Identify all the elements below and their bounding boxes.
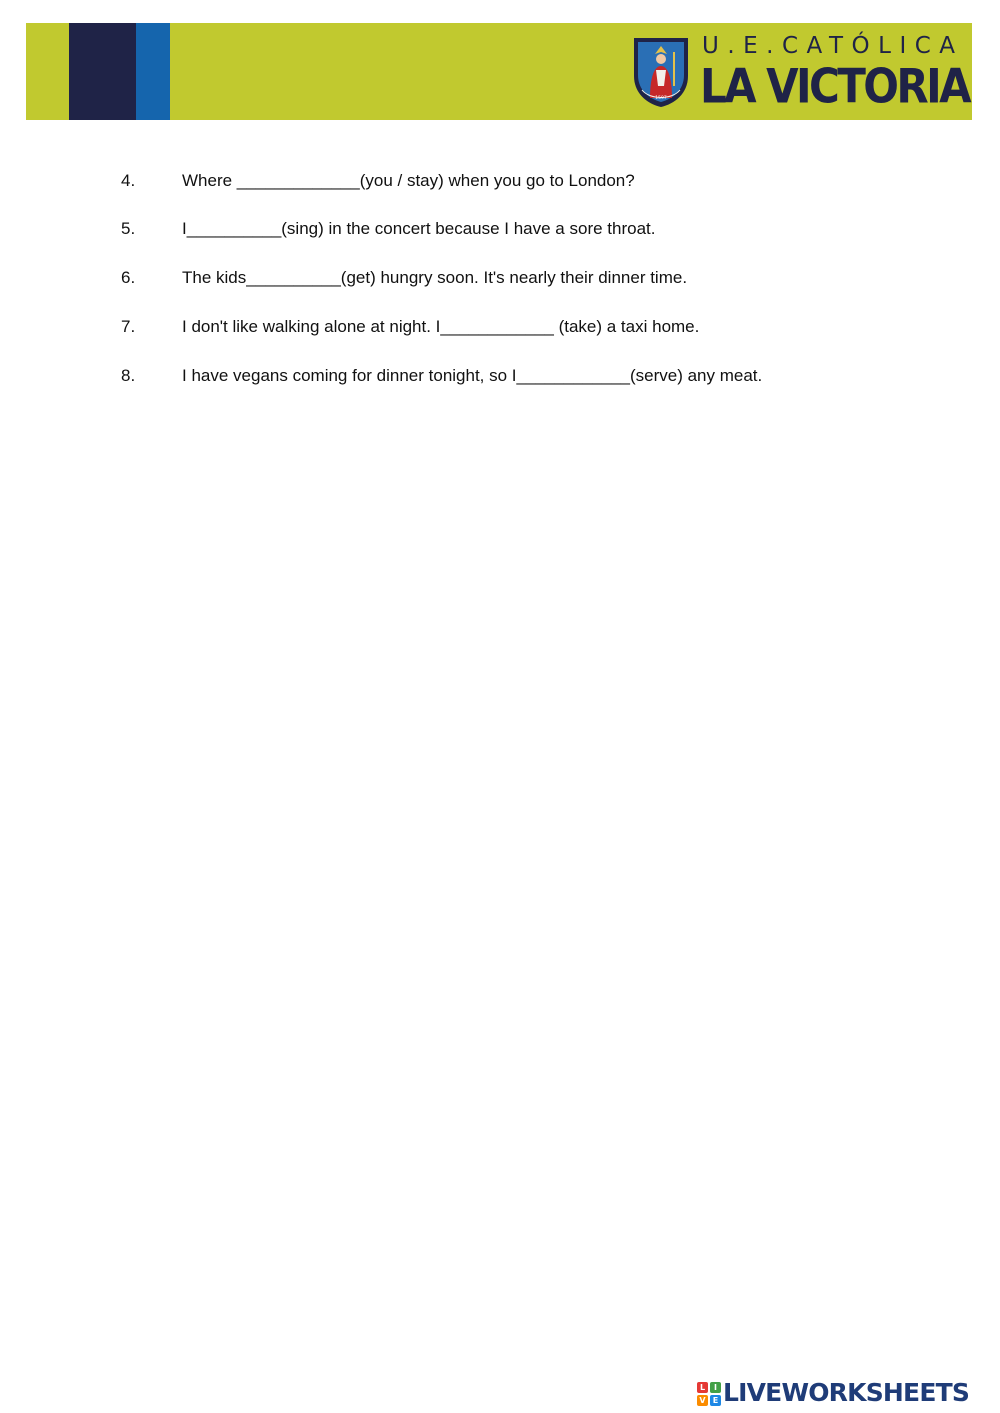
mark-cell-e: E — [710, 1395, 721, 1406]
mark-cell-v: V — [697, 1395, 708, 1406]
question-number: 5. — [121, 219, 136, 238]
question-text: I have vegans coming for dinner tonight, so I____________(serve) any meat. — [182, 366, 763, 385]
school-name: LA VICTORIA — [700, 59, 970, 114]
header-banner — [26, 23, 972, 120]
liveworksheets-logo — [697, 1378, 993, 1408]
question-number: 4. — [121, 171, 136, 190]
question-number: 6. — [121, 268, 136, 287]
question-number: 7. — [121, 317, 136, 336]
school-prefix: U.E.CATÓLICA — [702, 33, 964, 59]
question-number: 8. — [121, 366, 136, 385]
liveworksheets-brand: LIVEWORKSHEETS — [723, 1378, 970, 1407]
crest-year: 1597 — [655, 96, 667, 101]
question-text: I__________(sing) in the concert because I have a sore throat. — [182, 219, 656, 238]
school-crest-icon — [632, 36, 690, 108]
mark-cell-i: I — [710, 1382, 721, 1393]
header-blue-stripe — [136, 23, 170, 120]
question-text: Where _____________(you / stay) when you go to London? — [182, 171, 635, 190]
mark-cell-l: L — [697, 1382, 708, 1393]
question-text: The kids__________(get) hungry soon. It's nearly their dinner time. — [182, 268, 688, 287]
question-text: I don't like walking alone at night. I____________ (take) a taxi home. — [182, 317, 700, 336]
liveworksheets-mark-icon — [697, 1382, 721, 1406]
header-navy-stripe — [69, 23, 136, 120]
